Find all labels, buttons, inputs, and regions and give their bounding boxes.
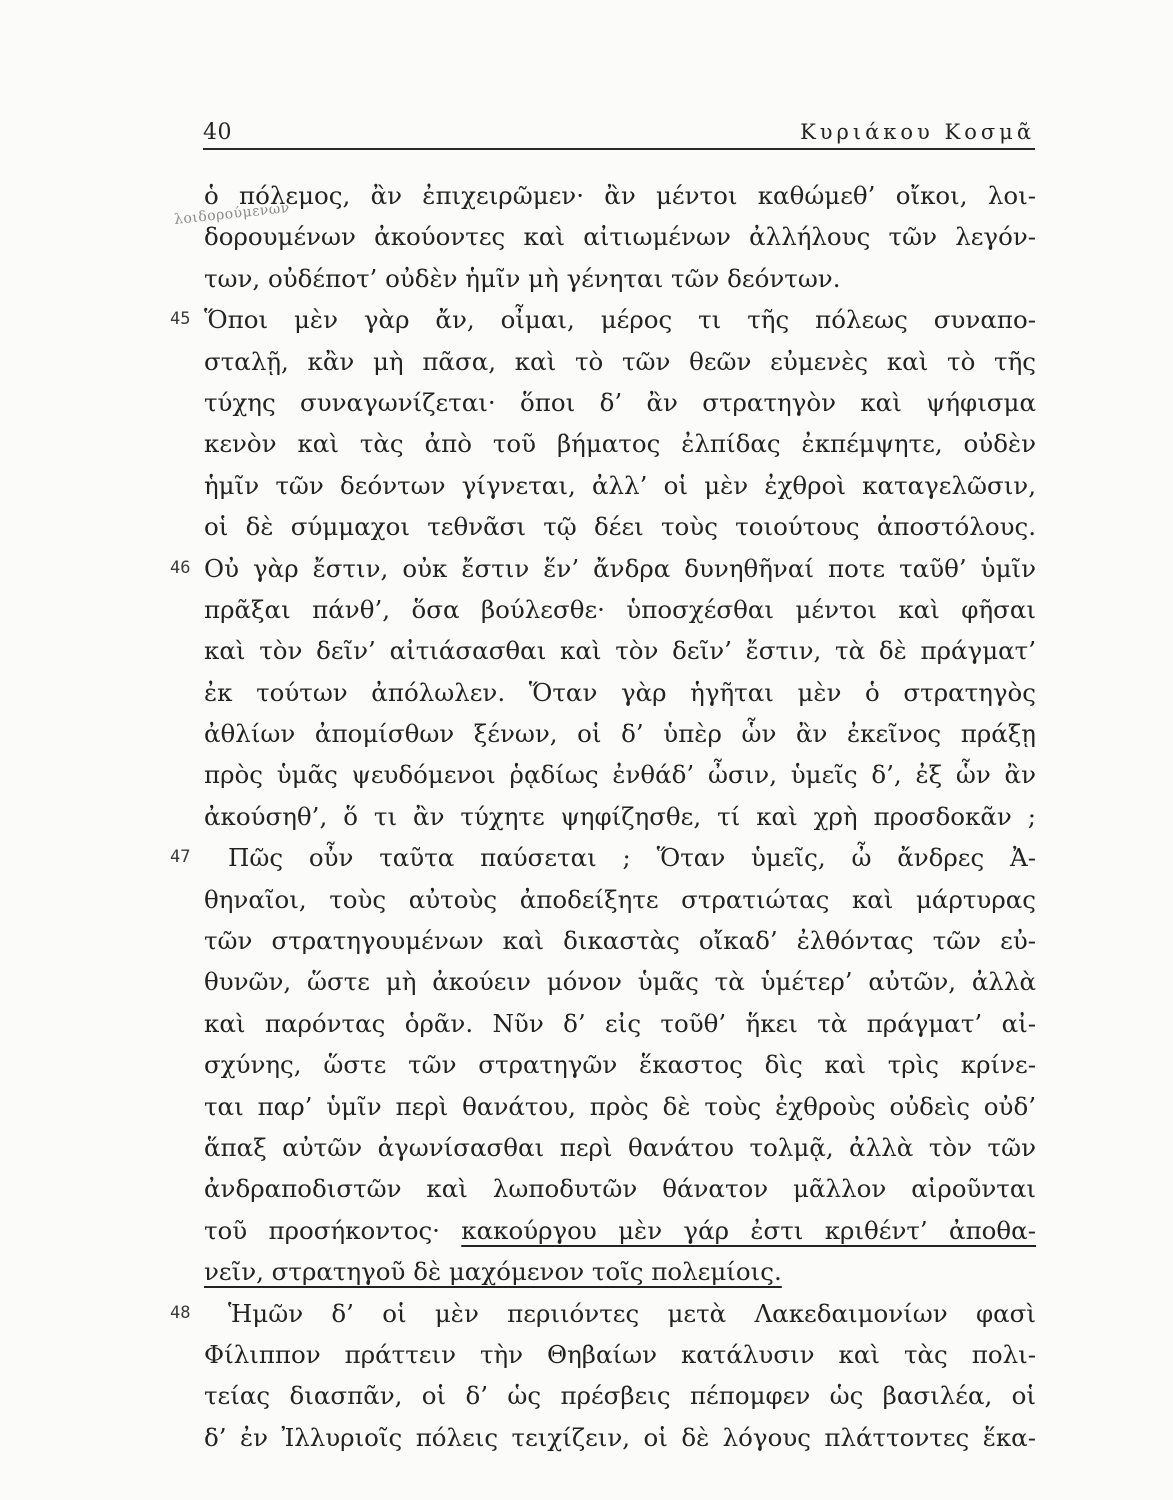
section-number: 48 [170,1302,191,1323]
text-line [170,1293,1036,1334]
text-line [204,382,1036,423]
line-text: Οὐ γὰρ ἔστιν, οὐκ ἔστιν ἕν’ ἄνδρα δυνηθῆναί ποτε ταῦθ’ ὑμῖν [204,553,1036,583]
handwritten-marginal-note: λοιδορούμενων [173,199,291,228]
header-rule [203,148,1035,150]
line-text: Ἡμῶν δ’ οἱ μὲν περιιόντες μετὰ Λακεδαιμονίων φασὶ [228,1298,1036,1328]
text-line [204,175,1036,216]
line-text: τύχης συναγωνίζεται· ὅποι δ’ ἂν στρατηγὸν καὶ ψήφισμα [204,387,1036,417]
underlined-text: κακούργου μὲν γάρ ἐστι κριθέντ’ ἀποθα- [461,1215,1037,1245]
page-header [203,120,1035,150]
section-number: 45 [170,309,191,330]
section-number: 46 [170,557,191,578]
underlined-text: νεῖν, στρατηγοῦ δὲ μαχόμενον τοῖς πολεμίοις. [204,1257,782,1287]
text-line [204,672,1036,713]
running-head: Κυριάκου Κοσμᾶ [800,120,1035,144]
line-text: σχύνης, ὥστε τῶν στρατηγῶν ἕκαστος δὶς καὶ τρὶς κρίνε- [204,1050,1036,1080]
line-text: τείας διασπᾶν, οἱ δ’ ὡς πρέσβεις πέπομφεν ὡς βασιλέα, οἱ [204,1381,1036,1411]
line-text: ἀνδραποδιστῶν καὶ λωποδυτῶν θάνατον μᾶλλον αἱροῦνται [204,1174,1036,1204]
line-text: ἅπαξ αὐτῶν ἀγωνίσασθαι περὶ θανάτου τολμᾷ, ἀλλὰ τὸν τῶν [204,1132,1036,1162]
line-text: καὶ παρόντας ὁρᾶν. Νῦν δ’ εἰς τοῦθ’ ἥκει τὰ πράγματ’ αἰ- [204,1008,1036,1038]
text-line [204,920,1036,961]
text-line [204,1251,1036,1292]
text-line [204,1044,1036,1085]
line-text: τῶν στρατηγουμένων καὶ δικαστὰς οἴκαδ’ ἐλθόντας τῶν εὐ- [204,926,1036,956]
body-text [170,175,1037,1458]
text-line [204,1334,1036,1375]
line-text: ται παρ’ ὑμῖν περὶ θανάτου, πρὸς δὲ τοὺς ἐχθροὺς οὐδεὶς οὐδ’ [204,1091,1036,1121]
page-number: 40 [203,120,232,145]
line-text: ἐκ τούτων ἀπόλωλεν. Ὅταν γὰρ ἡγῆται μὲν ὁ στρατηγὸς [204,677,1036,707]
text-line [204,1127,1036,1168]
text-line [204,423,1036,464]
text-line [204,1417,1036,1458]
text-line [204,506,1036,547]
text-line [204,216,1036,257]
line-text: των, οὐδέποτ’ οὐδὲν ἡμῖν μὴ γένηται τῶν δεόντων. [204,263,841,293]
line-text: οἱ δὲ σύμμαχοι τεθνᾶσι τῷ δέει τοὺς τοιούτους ἀποστόλους. [204,512,1036,542]
text-line [204,1003,1036,1044]
text-line [170,299,1036,340]
text-line [204,713,1036,754]
line-text: ἡμῖν τῶν δεόντων γίγνεται, ἀλλ’ οἱ μὲν ἐχθροὶ καταγελῶσιν, [204,470,1036,500]
text-line [204,754,1036,795]
text-line [204,879,1036,920]
line-text: σταλῇ, κἂν μὴ πᾶσα, καὶ τὸ τῶν θεῶν εὐμενὲς καὶ τὸ τῆς [204,346,1036,376]
line-text: κενὸν καὶ τὰς ἀπὸ τοῦ βήματος ἐλπίδας ἐκπέμψητε, οὐδὲν [204,429,1036,459]
text-line [204,961,1036,1002]
line-text: πρᾶξαι πάνθ’, ὅσα βούλεσθε· ὑποσχέσθαι μέντοι καὶ φῆσαι [204,594,1036,624]
line-text: τοῦ προσήκοντος· [204,1215,462,1245]
line-text: ἀκούσηθ’, ὅ τι ἂν τύχητε ψηφίζησθε, τί καὶ χρὴ προσδοκᾶν ; [204,801,1036,831]
line-text: Ὅποι μὲν γὰρ ἄν, οἶμαι, μέρος τι τῆς πόλεως συναπο- [204,305,1036,335]
text-line [204,796,1036,837]
line-text: ὁ πόλεμος, ἂν ἐπιχειρῶμεν· ἂν μέντοι καθώμεθ’ οἴκοι, λοι- [204,181,1036,210]
line-text: δ’ ἐν Ἰλλυριοῖς πόλεις τειχίζειν, οἱ δὲ λόγους πλάττοντες ἕκα- [204,1422,1036,1452]
line-text: Πῶς οὖν ταῦτα παύσεται ; Ὅταν ὑμεῖς, ὦ ἄνδρες Ἀ- [228,843,1036,873]
text-line [170,548,1036,589]
line-text: θηναῖοι, τοὺς αὐτοὺς ἀποδείξητε στρατιώτας καὶ μάρτυρας [204,884,1036,914]
text-line [204,341,1036,382]
line-text: ἀθλίων ἀπομίσθων ξένων, οἱ δ’ ὑπὲρ ὧν ἂν ἐκεῖνος πράξῃ [204,719,1036,749]
text-line [204,1210,1036,1251]
line-text: Φίλιππον πράττειν τὴν Θηβαίων κατάλυσιν καὶ τὰς πολι- [204,1339,1036,1369]
text-line [170,837,1036,878]
line-text: καὶ τὸν δεῖν’ αἰτιάσασθαι καὶ τὸν δεῖν’ ἔστιν, τὰ δὲ πράγματ’ [204,636,1036,666]
line-text: θυνῶν, ὥστε μὴ ἀκούειν μόνον ὑμᾶς τὰ ὑμέτερ’ αὐτῶν, ἀλλὰ [204,967,1036,997]
text-line [204,1168,1036,1209]
line-text: πρὸς ὑμᾶς ψευδόμενοι ῥᾳδίως ἐνθάδ’ ὦσιν, ὑμεῖς δ’, ἐξ ὧν ἂν [204,760,1036,790]
text-line [204,465,1036,506]
text-line [204,1086,1036,1127]
line-text: δορουμένων ἀκούοντες καὶ αἰτιωμένων ἀλλήλους τῶν λεγόν- [204,222,1036,252]
text-line [204,630,1036,671]
section-number: 47 [170,847,191,868]
text-line [204,589,1036,630]
text-line [204,1375,1036,1416]
text-line [204,258,1036,299]
